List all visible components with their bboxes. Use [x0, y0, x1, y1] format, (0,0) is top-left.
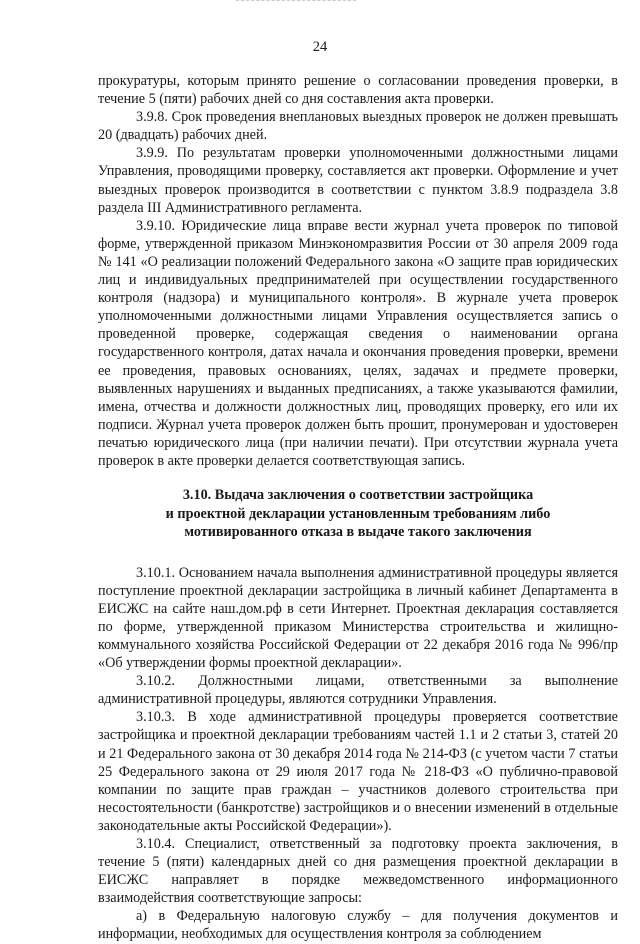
paragraph-3-9-10: 3.9.10. Юридические лица вправе вести журнал учета проверок по типовой форме, утвержденной приказом Минэкономразвития России от 30 апреля 2009 года № 141 «О реализации положений Федерального закона «О защите прав юридических лиц и индивидуальных предпринимателей при осуществлении государственного контроля (надзора) и муниципального контроля». В журнале учета проверок уполномоченными должностными лицами Управления осуществляется запись о проведенной проверке, содержащая сведения о наименовании органа государственного контроля, датах начала и окончания проведения проверки, времени ее проведения, правовых основаниях, целях, задачах и предмете проверки, выявленных нарушениях и выданных предписаниях, а также указываются фамилии, имена, отчества и должности должностных лиц, проводящих проверку, его или их подписи. Журнал учета проверок должен быть прошит, пронумерован и удостоверен печатью юридического лица (при наличии печати). При отсутствии журнала учета проверок в акте проверки делается соответствующая запись.: [98, 217, 618, 469]
page-number: 24: [312, 39, 328, 55]
paragraph-3-10-3: 3.10.3. В ходе административной процедуры проверяется соответствие застройщика и проектной декларации требованиям частей 1.1 и 2 статьи 3, статей 20 и 21 Федерального закона от 30 декабря 2014 года № 214-ФЗ (с учетом части 7 статьи 25 Федерального закона от 29 июля 2017 года № 218-ФЗ «О публично-правовой компании по защите прав граждан – участников долевого строительства при несостоятельности (банкротстве) застройщиков и о внесении изменений в отдельные законодательные акты Российской Федерации»).: [98, 709, 618, 834]
section-heading-line: и проектной декларации установленным требованиям либо: [165, 505, 551, 522]
paragraph-3-9-8: 3.9.8. Срок проведения внеплановых выездных проверок не должен превышать 20 (двадцать) рабочих дней.: [98, 109, 618, 144]
paragraph-continuation: прокуратуры, которым принято решение о согласовании проведения проверки, в течение 5 (пяти) рабочих дней со дня составления акта проверки.: [98, 73, 618, 108]
paragraph-3-10-1: 3.10.1. Основанием начала выполнения административной процедуры является поступление проектной декларации застройщика в личный кабинет Департамента в ЕИСЖС на сайте наш.дом.рф в сети Интернет. Проектная декларация составляется по форме, утвержденной приказом Министерства строительства и жилищно-коммунального хозяйства Российской Федерации от 22 декабря 2016 года № 996/пр «Об утверждении формы проектной декларации».: [98, 564, 618, 672]
section-heading-3-10: [98, 486, 618, 542]
scan-artifact: [236, 0, 356, 5]
section-heading-line: мотивированного отказа в выдаче такого заключения: [184, 524, 532, 541]
section-heading-line: 3.10. Выдача заключения о соответствии застройщика: [182, 487, 534, 504]
document-body: [98, 72, 618, 944]
paragraph-3-9-9: 3.9.9. По результатам проверки уполномоченными должностными лицами Управления, проводящими проверку, составляется акт проверки. Оформление и учет выездных проверок производится в соответствии с пунктом 3.8.9 подраздела 3.8 раздела III Административного регламента.: [98, 145, 618, 216]
paragraph-3-10-4-a: а) в Федеральную налоговую службу – для получения документов и информации, необходимых для осуществления контроля за соблюдением: [98, 908, 618, 943]
paragraph-3-10-4: 3.10.4. Специалист, ответственный за подготовку проекта заключения, в течение 5 (пяти) календарных дней со дня размещения проектной декларации в ЕИСЖС направляет в порядке межведомственного информационного взаимодействия соответствующие запросы:: [98, 835, 618, 907]
paragraph-3-10-2: 3.10.2. Должностными лицами, ответственными за выполнение административной процедуры, являются сотрудники Управления.: [98, 673, 618, 708]
